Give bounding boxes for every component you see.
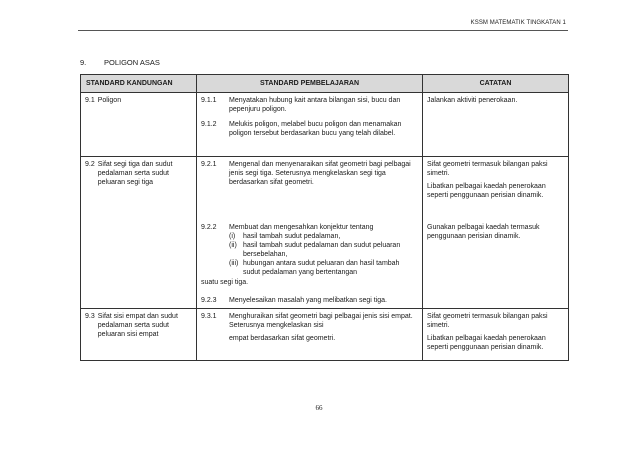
- cell-pembelajaran-9-1: [197, 93, 423, 157]
- column-header-catatan: CATATAN: [423, 75, 569, 93]
- cell-pembelajaran-9-3: [197, 308, 423, 360]
- kandungan-text: Sifat segi tiga dan sudut pedalaman serta sudut peluaran segi tiga: [97, 161, 173, 187]
- learning-standard-text: Menyatakan hubung kait antara bilangan sisi, bucu dan pepenjuru poligon.: [229, 97, 401, 114]
- cell-catatan-9-1: [423, 93, 569, 157]
- note-text: Libatkan pelbagai kaedah penerokaan seperti penggunaan perisian dinamik.: [427, 183, 546, 200]
- note-text: Sifat geometri termasuk bilangan paksi simetri.: [427, 161, 548, 178]
- table-row-9-1: [81, 93, 569, 157]
- cell-kandungan-9-3: [81, 308, 197, 360]
- kandungan-text: Sifat sisi empat dan sudut pedalaman serta sudut peluaran sisi empat: [97, 312, 178, 338]
- note-text: Libatkan pelbagai kaedah penerokaan seperti penggunaan perisian dinamik.: [427, 334, 546, 352]
- table-row-9-3: [81, 308, 569, 360]
- learning-standard-text-continued: empat berdasarkan sifat geometri.: [229, 334, 336, 342]
- learning-standard-code: 9.1.1: [201, 97, 217, 104]
- cell-kandungan-9-1: [81, 93, 197, 157]
- learning-standard-text: Membuat dan mengesahkan konjektur tentang: [229, 224, 374, 231]
- learning-standard-text: Mengenal dan menyenaraikan sifat geometri bagi pelbagai jenis segi tiga. Seterusnya mengkelaskan segi tiga berdasarkan sifat geometri.: [229, 161, 411, 187]
- section-number: 9.: [80, 58, 87, 67]
- cell-pembelajaran-9-2: [197, 157, 423, 309]
- column-header-standard-kandungan: STANDARD KANDUNGAN: [81, 75, 197, 93]
- roman-numeral: (iii): [229, 260, 239, 268]
- learning-standard-code: 9.2.2: [201, 224, 217, 231]
- learning-standard-text: Menghuraikan sifat geometri bagi pelbagai jenis sisi empat. Seterusnya mengkelaskan sisi: [229, 312, 413, 329]
- cell-kandungan-9-2: [81, 157, 197, 309]
- kandungan-code: 9.1: [85, 97, 95, 104]
- curriculum-table: [80, 74, 569, 361]
- sub-item-text: hasil tambah sudut pedalaman,: [243, 233, 341, 241]
- learning-standard-code: 9.2.3: [201, 296, 217, 304]
- learning-standard-tail: suatu segi tiga.: [201, 278, 249, 286]
- document-header: KSSM MATEMATIK TINGKATAN 1: [470, 20, 566, 26]
- section-title: POLIGON ASAS: [104, 58, 160, 67]
- note-text: Gunakan pelbagai kaedah termasuk penggunaan perisian dinamik.: [427, 224, 540, 241]
- roman-numeral: (i): [229, 233, 236, 241]
- learning-standard-code: 9.3.1: [201, 312, 217, 320]
- header-rule: [78, 30, 568, 31]
- section-heading: [80, 58, 160, 67]
- sub-item-text: hubungan antara sudut peluaran dan hasil tambah sudut pedalaman yang bertentangan: [243, 260, 400, 277]
- kandungan-code: 9.3: [85, 312, 95, 320]
- sub-item-text: hasil tambah sudut pedalaman dan sudut peluaran bersebelahan,: [243, 242, 401, 259]
- table-header-row: [81, 75, 569, 93]
- kandungan-code: 9.2: [85, 161, 95, 168]
- learning-standard-code: 9.1.2: [201, 121, 217, 129]
- note-text: Jalankan aktiviti penerokaan.: [427, 97, 518, 104]
- table-row-9-2: [81, 157, 569, 309]
- note-text: Sifat geometri termasuk bilangan paksi simetri.: [427, 312, 548, 329]
- cell-catatan-9-3: [423, 308, 569, 360]
- kandungan-text: Poligon: [97, 97, 122, 104]
- page-number: 66: [315, 404, 323, 412]
- learning-standard-text: Menyelesaikan masalah yang melibatkan segi tiga.: [229, 296, 387, 304]
- roman-numeral: (ii): [229, 242, 237, 250]
- learning-standard-code: 9.2.1: [201, 161, 217, 168]
- cell-catatan-9-2: [423, 157, 569, 309]
- column-header-standard-pembelajaran: STANDARD PEMBELAJARAN: [197, 75, 423, 93]
- learning-standard-text: Melukis poligon, melabel bucu poligon dan menamakan poligon tersebut berdasarkan bucu yang telah dilabel.: [229, 121, 402, 138]
